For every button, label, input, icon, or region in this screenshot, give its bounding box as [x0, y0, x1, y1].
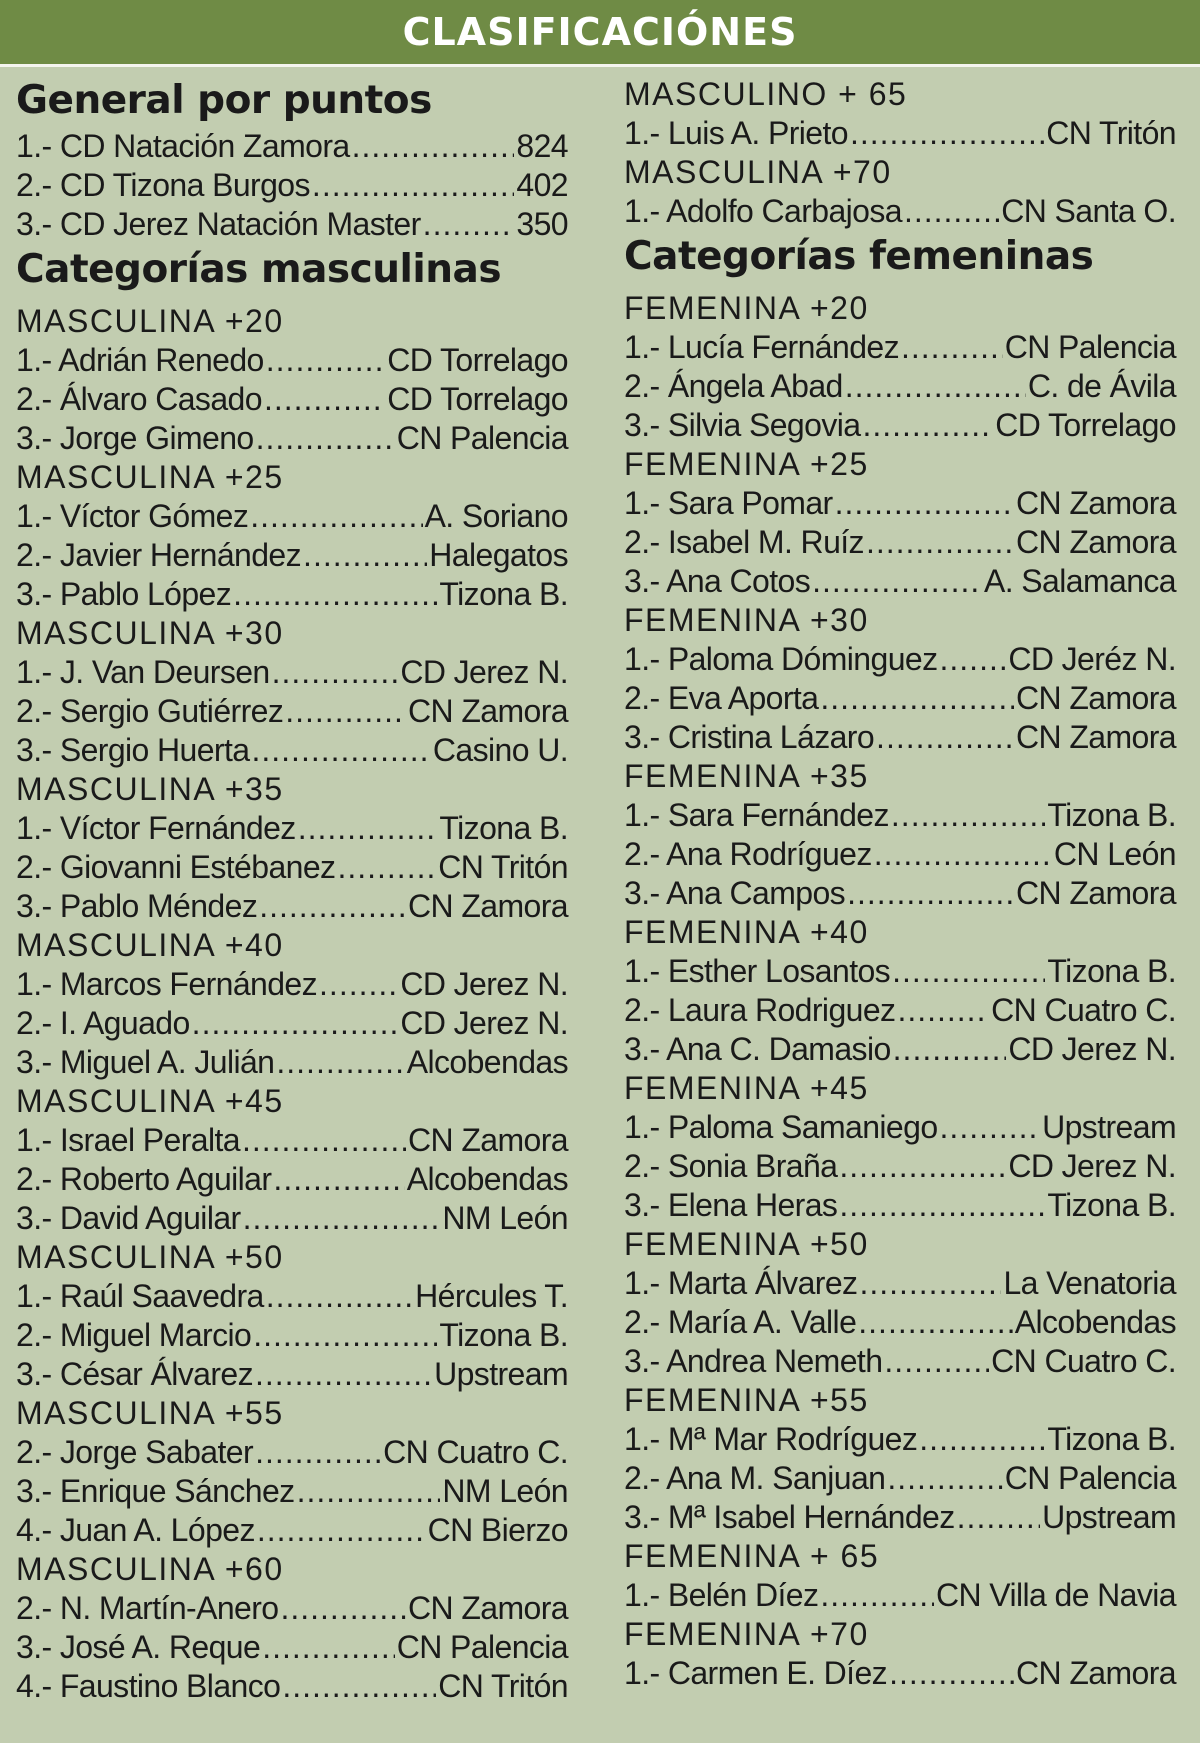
swimmer-name: 1.- Marta Álvarez [624, 1265, 858, 1301]
result-row [624, 367, 1176, 406]
club-name: NM León [442, 1200, 568, 1236]
ranking-name: 3.- CD Jerez Natación Master [16, 206, 421, 242]
leader-dots [893, 1030, 1007, 1069]
swimmer-name: 2.- Isabel M. Ruíz [624, 524, 864, 560]
category-group [624, 1225, 1176, 1381]
category-label: FEMENINA +20 [624, 290, 869, 326]
leader-dots [233, 575, 437, 614]
leader-dots [255, 1355, 432, 1394]
leader-dots [285, 692, 406, 731]
result-row [16, 380, 568, 419]
swimmer-name: 3.- Enrique Sánchez [16, 1473, 295, 1509]
right-column [624, 75, 1176, 1693]
result-row [624, 1108, 1176, 1147]
ranking-row [16, 205, 568, 244]
club-name: CN Bierzo [427, 1512, 568, 1548]
result-row [624, 523, 1176, 562]
club-name: CN Zamora [408, 1590, 568, 1626]
result-row [624, 835, 1176, 874]
swimmer-name: 2.- Laura Rodriguez [624, 992, 896, 1028]
category-group [624, 1381, 1176, 1537]
feminine-groups [624, 289, 1176, 1693]
swimmer-name: 3.- Pablo Méndez [16, 888, 258, 924]
club-name: CN Zamora [408, 693, 568, 729]
result-row [16, 536, 568, 575]
club-name: CN Zamora [1016, 719, 1176, 755]
leader-dots [850, 114, 1044, 153]
result-row [16, 1667, 568, 1706]
category-group [16, 770, 568, 926]
swimmer-name: 1.- Carmen E. Díez [624, 1655, 888, 1691]
result-row [624, 1576, 1176, 1615]
leader-dots [887, 1459, 1002, 1498]
swimmer-name: 3.- Jorge Gimeno [16, 420, 254, 456]
leader-dots [298, 809, 438, 848]
result-row [16, 1277, 568, 1316]
ranking-name: 2.- CD Tizona Burgos [16, 167, 310, 203]
club-name: CN Zamora [1016, 680, 1176, 716]
swimmer-name: 1.- Belén Díez [624, 1577, 819, 1613]
result-row [16, 1355, 568, 1394]
club-name: CN León [1053, 836, 1176, 872]
result-row [16, 965, 568, 1004]
leader-dots [319, 965, 398, 1004]
category-group [624, 153, 1176, 231]
result-row [624, 192, 1176, 231]
club-name: CD Jerez N. [1008, 1031, 1176, 1067]
ranking-points: 350 [516, 206, 568, 242]
swimmer-name: 1.- Sara Fernández [624, 797, 889, 833]
club-name: CD Torrelago [995, 407, 1176, 443]
result-row [16, 341, 568, 380]
swimmer-name: 2.- Giovanni Estébanez [16, 849, 336, 885]
club-name: Hércules T. [415, 1278, 568, 1314]
result-row [16, 1043, 568, 1082]
swimmer-name: 3.- Elena Heras [624, 1187, 838, 1223]
category-group [16, 1394, 568, 1550]
result-row [624, 640, 1176, 679]
result-row [16, 848, 568, 887]
result-row [16, 1433, 568, 1472]
result-row [624, 1264, 1176, 1303]
leader-dots [272, 653, 399, 692]
leader-dots [940, 640, 1007, 679]
leader-dots [251, 731, 430, 770]
result-row [16, 1511, 568, 1550]
leader-dots [835, 484, 1014, 523]
general-list [16, 127, 568, 244]
category-group [16, 1238, 568, 1394]
category-label: FEMENINA +30 [624, 602, 869, 638]
club-name: CD Jerez N. [400, 1005, 568, 1041]
result-row [16, 731, 568, 770]
ranking-points: 824 [516, 128, 568, 164]
club-name: CD Jerez N. [400, 654, 568, 690]
category-label: MASCULINA +55 [16, 1395, 284, 1431]
result-row [16, 1121, 568, 1160]
swimmer-name: 4.- Juan A. López [16, 1512, 255, 1548]
swimmer-name: 2.- N. Martín-Anero [16, 1590, 279, 1626]
category-label: FEMENINA +40 [624, 914, 869, 950]
swimmer-name: 3.- Ana C. Damasio [624, 1031, 891, 1067]
club-name: CN Palencia [396, 420, 568, 456]
result-row [16, 1628, 568, 1667]
club-name: CN Santa O. [1001, 193, 1176, 229]
leader-dots [884, 1342, 989, 1381]
swimmer-name: 2.- Álvaro Casado [16, 381, 262, 417]
club-name: Tizona B. [1047, 1421, 1176, 1457]
leader-dots [874, 835, 1052, 874]
swimmer-name: 1.- Luis A. Prieto [624, 115, 848, 151]
swimmer-name: 1.- Adrián Renedo [16, 342, 264, 378]
club-name: CD Jerez N. [1008, 1148, 1176, 1184]
leader-dots [255, 1433, 381, 1472]
swimmer-name: 1.- Paloma Samaniego [624, 1109, 938, 1145]
leader-dots [242, 1121, 406, 1160]
result-row [16, 1199, 568, 1238]
leader-dots [812, 562, 982, 601]
leader-dots [891, 796, 1046, 835]
club-name: CN Tritón [438, 1668, 568, 1704]
result-row [624, 1147, 1176, 1186]
result-row [624, 874, 1176, 913]
leader-dots [303, 536, 427, 575]
result-row [624, 114, 1176, 153]
category-group [624, 757, 1176, 913]
banner-title: CLASIFICACIÓNES [402, 10, 798, 54]
category-label: MASCULINA +35 [16, 771, 284, 807]
leader-dots [820, 1576, 934, 1615]
leader-dots [312, 166, 514, 205]
leader-dots [250, 497, 422, 536]
category-group [624, 75, 1176, 153]
leader-dots [423, 205, 515, 244]
club-name: CN Zamora [1016, 1655, 1176, 1691]
leader-dots [280, 1589, 406, 1628]
category-label: FEMENINA +45 [624, 1070, 869, 1106]
swimmer-name: 3.- Cristina Lázaro [624, 719, 875, 755]
category-group [624, 1615, 1176, 1693]
club-name: Upstream [434, 1356, 568, 1392]
club-name: La Venatoria [1003, 1265, 1176, 1301]
result-row [624, 1420, 1176, 1459]
club-name: Halegatos [429, 537, 568, 573]
club-name: Upstream [1042, 1499, 1176, 1535]
club-name: Tizona B. [439, 576, 568, 612]
club-name: Upstream [1042, 1109, 1176, 1145]
club-name: CN Palencia [1004, 1460, 1176, 1496]
swimmer-name: 2.- Sonia Braña [624, 1148, 838, 1184]
leader-dots [892, 952, 1045, 991]
leader-dots [889, 1654, 1014, 1693]
club-name: CD Jerez N. [400, 966, 568, 1002]
club-name: A. Salamanca [983, 563, 1176, 599]
swimmer-name: 1.- Adolfo Carbajosa [624, 193, 902, 229]
swimmer-name: 1.- Paloma Dóminguez [624, 641, 938, 677]
category-label: FEMENINA +50 [624, 1226, 869, 1262]
leader-dots [262, 1628, 395, 1667]
leader-dots [259, 887, 406, 926]
leader-dots [876, 718, 1014, 757]
leader-dots [257, 1511, 426, 1550]
swimmer-name: 1.- J. Van Deursen [16, 654, 270, 690]
category-group [624, 289, 1176, 445]
category-label: FEMENINA + 65 [624, 1538, 880, 1574]
result-row [624, 952, 1176, 991]
leader-dots [820, 679, 1014, 718]
leader-dots [845, 367, 1026, 406]
leader-dots [243, 1199, 441, 1238]
swimmer-name: 3.- Pablo López [16, 576, 232, 612]
masculine-groups-continued [624, 75, 1176, 231]
result-row [16, 653, 568, 692]
category-group [16, 302, 568, 458]
category-label: FEMENINA +55 [624, 1382, 869, 1418]
category-label: FEMENINA +35 [624, 758, 869, 794]
result-row [16, 692, 568, 731]
feminine-title: Categorías femeninas [624, 234, 1094, 279]
leader-dots [862, 406, 993, 445]
club-name: CN Zamora [1016, 875, 1176, 911]
category-group [624, 445, 1176, 601]
swimmer-name: 1.- Sara Pomar [624, 485, 833, 521]
swimmer-name: 2.- Sergio Gutiérrez [16, 693, 284, 729]
masculine-title: Categorías masculinas [16, 247, 502, 292]
swimmer-name: 2.- I. Aguado [16, 1005, 190, 1041]
leader-dots [282, 1667, 436, 1706]
swimmer-name: 1.- Marcos Fernández [16, 966, 318, 1002]
swimmer-name: 1.- Víctor Gómez [16, 498, 249, 534]
leader-dots [866, 523, 1014, 562]
leader-dots [352, 127, 515, 166]
result-row [624, 1342, 1176, 1381]
result-row [624, 328, 1176, 367]
swimmer-name: 3.- Miguel A. Julián [16, 1044, 275, 1080]
ranking-name: 1.- CD Natación Zamora [16, 128, 350, 164]
result-row [624, 1303, 1176, 1342]
swimmer-name: 3.- Ana Cotos [624, 563, 811, 599]
result-row [624, 1459, 1176, 1498]
masculine-groups [16, 302, 568, 1706]
swimmer-name: 1.- Lucía Fernández [624, 329, 899, 365]
club-name: CN Zamora [408, 888, 568, 924]
club-name: Alcobendas [1014, 1304, 1176, 1340]
swimmer-name: 1.- Víctor Fernández [16, 810, 296, 846]
leader-dots [273, 1160, 404, 1199]
banner [0, 0, 1200, 67]
leader-dots [897, 991, 989, 1030]
result-row [624, 991, 1176, 1030]
swimmer-name: 2.- Ana M. Sanjuan [624, 1460, 886, 1496]
swimmer-name: 1.- Israel Peralta [16, 1122, 240, 1158]
club-name: CD Jeréz N. [1008, 641, 1176, 677]
category-label: MASCULINA +50 [16, 1239, 284, 1275]
leader-dots [847, 874, 1014, 913]
category-group [16, 1550, 568, 1706]
club-name: Tizona B. [1047, 1187, 1176, 1223]
category-label: FEMENINA +70 [624, 1616, 869, 1652]
category-label: MASCULINA +20 [16, 303, 284, 339]
club-name: CN Cuatro C. [991, 1343, 1176, 1379]
club-name: A. Soriano [424, 498, 568, 534]
leader-dots [297, 1472, 441, 1511]
swimmer-name: 2.- Ángela Abad [624, 368, 843, 404]
swimmer-name: 1.- Esther Losantos [624, 953, 891, 989]
leader-dots [276, 1043, 404, 1082]
club-name: NM León [442, 1473, 568, 1509]
result-row [624, 679, 1176, 718]
ranking-points: 402 [516, 167, 568, 203]
swimmer-name: 1.- Mª Mar Rodríguez [624, 1421, 918, 1457]
swimmer-name: 3.- Andrea Nemeth [624, 1343, 883, 1379]
club-name: CN Tritón [1046, 115, 1176, 151]
leader-dots [957, 1498, 1040, 1537]
result-row [624, 718, 1176, 757]
club-name: CN Palencia [396, 1629, 568, 1665]
leader-dots [337, 848, 436, 887]
swimmer-name: 1.- Raúl Saavedra [16, 1278, 264, 1314]
swimmer-name: 2.- Ana Rodríguez [624, 836, 872, 872]
category-label: FEMENINA +25 [624, 446, 869, 482]
category-group [624, 601, 1176, 757]
result-row [16, 419, 568, 458]
club-name: Casino U. [432, 732, 568, 768]
club-name: Alcobendas [406, 1044, 568, 1080]
category-label: MASCULINA +70 [624, 154, 892, 190]
category-group [624, 913, 1176, 1069]
leader-dots [266, 1277, 413, 1316]
leader-dots [266, 341, 385, 380]
leader-dots [839, 1186, 1045, 1225]
category-group [16, 614, 568, 770]
club-name: CN Zamora [408, 1122, 568, 1158]
leader-dots [904, 192, 999, 231]
standings-columns [0, 67, 1200, 1743]
swimmer-name: 3.- Sergio Huerta [16, 732, 250, 768]
leader-dots [256, 419, 395, 458]
category-group [16, 458, 568, 614]
category-label: MASCULINA +60 [16, 1551, 284, 1587]
ranking-row [16, 127, 568, 166]
category-label: MASCULINA +30 [16, 615, 284, 651]
club-name: CN Zamora [1016, 524, 1176, 560]
club-name: CN Cuatro C. [383, 1434, 568, 1470]
leader-dots [253, 1316, 437, 1355]
leader-dots [192, 1004, 399, 1043]
category-group [16, 926, 568, 1082]
swimmer-name: 3.- César Álvarez [16, 1356, 253, 1392]
result-row [16, 887, 568, 926]
result-row [16, 1316, 568, 1355]
swimmer-name: 3.- Silvia Segovia [624, 407, 861, 443]
leader-dots [859, 1264, 1001, 1303]
category-label: MASCULINO + 65 [624, 76, 908, 112]
result-row [624, 1654, 1176, 1693]
leader-dots [264, 380, 385, 419]
result-row [16, 1160, 568, 1199]
result-row [624, 1498, 1176, 1537]
leader-dots [919, 1420, 1045, 1459]
category-label: MASCULINA +25 [16, 459, 284, 495]
leader-dots [858, 1303, 1012, 1342]
result-row [624, 1186, 1176, 1225]
category-label: MASCULINA +40 [16, 927, 284, 963]
result-row [16, 1004, 568, 1043]
club-name: CN Tritón [438, 849, 568, 885]
swimmer-name: 2.- Miguel Marcio [16, 1317, 252, 1353]
swimmer-name: 2.- Roberto Aguilar [16, 1161, 272, 1197]
club-name: Tizona B. [1047, 797, 1176, 833]
swimmer-name: 3.- David Aguilar [16, 1200, 241, 1236]
result-row [16, 809, 568, 848]
club-name: CN Cuatro C. [991, 992, 1176, 1028]
result-row [624, 406, 1176, 445]
club-name: Alcobendas [406, 1161, 568, 1197]
club-name: Tizona B. [439, 1317, 568, 1353]
club-name: C. de Ávila [1027, 368, 1176, 404]
swimmer-name: 3.- Ana Campos [624, 875, 846, 911]
result-row [624, 484, 1176, 523]
leader-dots [940, 1108, 1041, 1147]
swimmer-name: 2.- María A. Valle [624, 1304, 857, 1340]
category-label: MASCULINA +45 [16, 1083, 284, 1119]
result-row [624, 562, 1176, 601]
left-column [16, 75, 568, 1706]
leader-dots [901, 328, 1003, 367]
result-row [16, 575, 568, 614]
club-name: CN Palencia [1004, 329, 1176, 365]
club-name: Tizona B. [1047, 953, 1176, 989]
swimmer-name: 2.- Javier Hernández [16, 537, 302, 573]
club-name: Tizona B. [439, 810, 568, 846]
club-name: CN Zamora [1016, 485, 1176, 521]
club-name: CN Villa de Navia [936, 1577, 1176, 1613]
swimmer-name: 3.- Mª Isabel Hernández [624, 1499, 955, 1535]
result-row [624, 1030, 1176, 1069]
result-row [16, 1472, 568, 1511]
result-row [624, 796, 1176, 835]
swimmer-name: 2.- Eva Aporta [624, 680, 819, 716]
ranking-row [16, 166, 568, 205]
club-name: CD Torrelago [387, 381, 568, 417]
category-group [624, 1069, 1176, 1225]
leader-dots [839, 1147, 1006, 1186]
swimmer-name: 3.- José A. Reque [16, 1629, 261, 1665]
swimmer-name: 2.- Jorge Sabater [16, 1434, 254, 1470]
result-row [16, 497, 568, 536]
category-group [16, 1082, 568, 1238]
swimmer-name: 4.- Faustino Blanco [16, 1668, 281, 1704]
result-row [16, 1589, 568, 1628]
general-title: General por puntos [16, 78, 432, 123]
category-group [624, 1537, 1176, 1615]
club-name: CD Torrelago [387, 342, 568, 378]
